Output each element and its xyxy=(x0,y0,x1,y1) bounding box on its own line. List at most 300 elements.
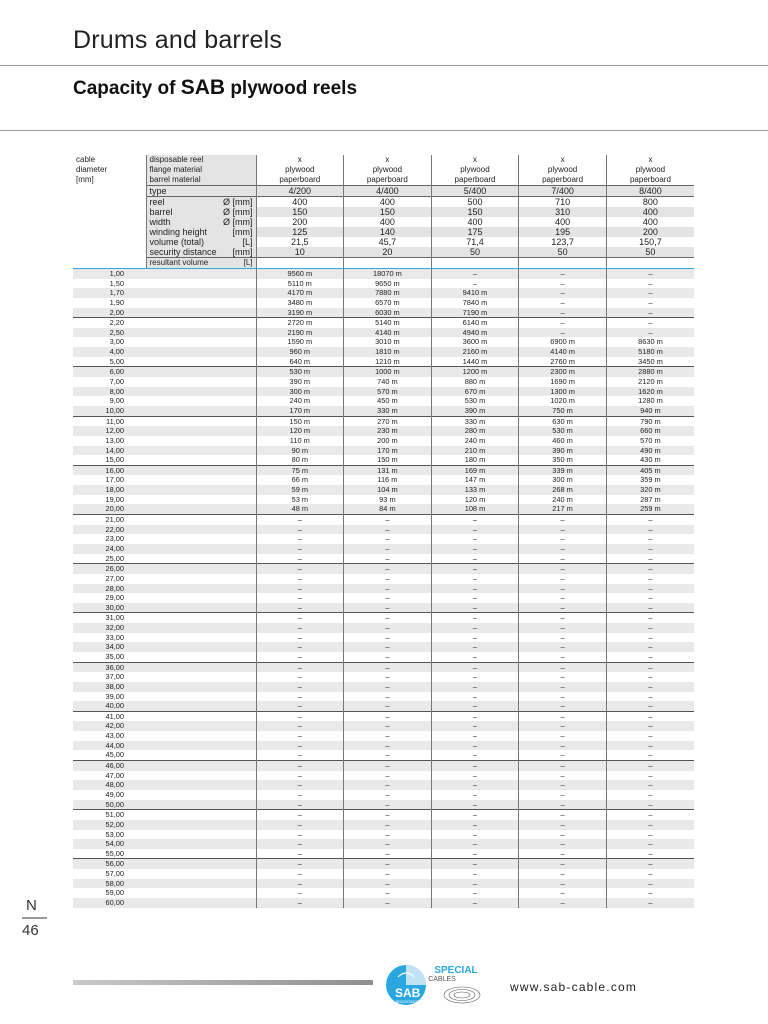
cable-diameter-cell: 51,00 xyxy=(73,810,146,820)
header-unit-text: [L] xyxy=(243,258,253,267)
cable-diameter-cell: 38,00 xyxy=(73,682,146,692)
capacity-cell: 7840 m xyxy=(431,298,519,308)
capacity-cell: – xyxy=(256,849,344,859)
cable-diameter-cell: 19,00 xyxy=(105,494,124,504)
header-row xyxy=(73,186,694,197)
cable-diameter-cell: 27,00 xyxy=(105,573,124,583)
header-row xyxy=(73,247,694,258)
capacity-cell: 3450 m xyxy=(606,357,694,367)
capacity-cell: – xyxy=(519,839,607,849)
table-row xyxy=(73,859,694,869)
table-row xyxy=(73,544,694,554)
cable-diameter-cell: 56,00 xyxy=(73,859,146,869)
header-value: 50 xyxy=(606,247,694,258)
capacity-cell: – xyxy=(431,269,519,279)
row-spacer xyxy=(146,623,256,633)
header-label-text: flange material xyxy=(149,165,202,174)
capacity-cell: – xyxy=(519,279,607,289)
capacity-cell: – xyxy=(344,623,432,633)
row-spacer xyxy=(146,820,256,830)
capacity-cell: 1440 m xyxy=(431,357,519,367)
capacity-cell: – xyxy=(256,741,344,751)
capacity-cell: 4940 m xyxy=(431,328,519,338)
header-unit-text: [mm] xyxy=(232,247,253,257)
cable-diameter-cell: 60,00 xyxy=(73,898,146,908)
capacity-cell: – xyxy=(606,682,694,692)
header-label-text: barrel xyxy=(149,207,173,217)
cable-diameter-cell: 58,00 xyxy=(73,879,146,889)
row-spacer xyxy=(146,534,256,544)
capacity-cell: 6030 m xyxy=(344,308,432,318)
capacity-cell: – xyxy=(519,741,607,751)
cable-diameter-cell: 15,00 xyxy=(105,455,124,465)
cable-diameter-label-line: [mm] xyxy=(76,175,94,184)
table-row xyxy=(73,337,694,347)
heading-divider xyxy=(0,130,768,131)
capacity-cell: – xyxy=(344,839,432,849)
capacity-cell: – xyxy=(519,780,607,790)
row-spacer xyxy=(146,898,256,908)
capacity-cell: – xyxy=(431,859,519,869)
capacity-cell: – xyxy=(256,790,344,800)
capacity-cell: – xyxy=(519,593,607,603)
capacity-cell: – xyxy=(344,682,432,692)
capacity-cell: – xyxy=(606,603,694,613)
capacity-cell: 230 m xyxy=(344,426,432,436)
capacity-cell: – xyxy=(344,859,432,869)
cable-diameter-cell: 53,00 xyxy=(105,829,124,839)
capacity-cell: – xyxy=(344,642,432,652)
capacity-cell: – xyxy=(519,584,607,594)
section-title: Drums and barrels xyxy=(73,26,283,54)
capacity-cell: – xyxy=(606,279,694,289)
header-row xyxy=(73,237,694,247)
row-spacer xyxy=(146,888,256,898)
header-label-text: type xyxy=(149,186,167,196)
table-row xyxy=(73,534,694,544)
capacity-cell: 530 m xyxy=(256,367,344,377)
row-spacer xyxy=(146,652,256,662)
capacity-cell: 350 m xyxy=(519,455,607,465)
header-value xyxy=(431,258,519,269)
cable-diameter-cell: 52,00 xyxy=(73,820,146,830)
capacity-cell: – xyxy=(256,830,344,840)
table-row xyxy=(73,554,694,564)
table-row xyxy=(73,357,694,367)
cable-diameter-cell: 24,00 xyxy=(73,544,146,554)
capacity-cell: 390 m xyxy=(519,446,607,456)
header-label xyxy=(146,237,256,247)
capacity-cell: – xyxy=(606,839,694,849)
capacity-cell: – xyxy=(431,662,519,672)
row-spacer xyxy=(146,780,256,790)
header-value: 5/400 xyxy=(431,186,519,197)
table-row xyxy=(73,603,694,613)
table-row xyxy=(73,633,694,643)
cable-diameter-cell: 4,00 xyxy=(73,347,146,357)
capacity-cell: 1210 m xyxy=(344,357,432,367)
table-row xyxy=(73,790,694,800)
table-row xyxy=(73,436,694,446)
header-value: plywood xyxy=(431,165,519,175)
capacity-cell: – xyxy=(344,652,432,662)
capacity-cell: – xyxy=(256,711,344,721)
table-row xyxy=(73,455,694,465)
cable-diameter-cell: 28,00 xyxy=(73,584,146,594)
capacity-cell: – xyxy=(256,564,344,574)
header-value: x xyxy=(606,155,694,165)
table-body xyxy=(73,269,694,908)
capacity-cell: – xyxy=(519,849,607,859)
page-number: 46 xyxy=(22,922,39,939)
capacity-cell: – xyxy=(431,771,519,781)
capacity-cell: 9650 m xyxy=(344,279,432,289)
header-spacer xyxy=(73,258,146,269)
header-value: 150 xyxy=(344,207,432,217)
capacity-cell: 210 m xyxy=(431,446,519,456)
cable-diameter-cell: 30,00 xyxy=(73,603,146,613)
capacity-cell: – xyxy=(344,761,432,771)
capacity-cell: 240 m xyxy=(431,436,519,446)
cable-diameter-cell: 17,00 xyxy=(105,475,124,485)
table-row xyxy=(73,308,694,318)
capacity-cell: – xyxy=(431,820,519,830)
row-spacer xyxy=(146,642,256,652)
capacity-cell: – xyxy=(431,672,519,682)
capacity-cell: – xyxy=(431,849,519,859)
capacity-cell: – xyxy=(519,800,607,810)
row-spacer xyxy=(146,406,256,416)
row-spacer xyxy=(146,839,256,849)
capacity-cell: – xyxy=(606,780,694,790)
capacity-cell: – xyxy=(519,298,607,308)
capacity-cell: – xyxy=(256,820,344,830)
capacity-cell: 116 m xyxy=(344,475,432,485)
capacity-cell: – xyxy=(431,544,519,554)
header-row xyxy=(73,258,694,269)
header-label-text: security distance xyxy=(149,247,217,257)
table-row xyxy=(73,515,694,525)
capacity-cell: – xyxy=(519,308,607,318)
header-value: 175 xyxy=(431,227,519,237)
row-spacer xyxy=(146,357,256,367)
capacity-cell: 84 m xyxy=(344,504,432,514)
capacity-cell: – xyxy=(606,888,694,898)
capacity-cell: – xyxy=(431,584,519,594)
table-row xyxy=(73,426,694,436)
capacity-cell: – xyxy=(431,721,519,731)
capacity-cell: – xyxy=(519,830,607,840)
capacity-cell: 133 m xyxy=(431,485,519,495)
capacity-cell: 240 m xyxy=(256,396,344,406)
header-value: 150 xyxy=(256,207,344,217)
heading-suffix: plywood reels xyxy=(225,78,358,99)
capacity-cell: – xyxy=(519,859,607,869)
capacity-cell: – xyxy=(431,761,519,771)
row-spacer xyxy=(146,288,256,298)
capacity-cell: – xyxy=(431,830,519,840)
table-row xyxy=(73,465,694,475)
cable-diameter-cell: 12,00 xyxy=(73,426,146,436)
logo-text-sub: BRÖCKSKES xyxy=(396,1000,418,1004)
table-row xyxy=(73,731,694,741)
capacity-cell: – xyxy=(344,750,432,760)
header-label-text: reel xyxy=(149,197,165,207)
capacity-cell: – xyxy=(344,780,432,790)
header-value: x xyxy=(519,155,607,165)
cable-diameter-cell: 18,00 xyxy=(73,485,146,495)
table-row xyxy=(73,446,694,456)
capacity-cell: – xyxy=(519,721,607,731)
header-value: plywood xyxy=(344,165,432,175)
capacity-cell: – xyxy=(256,554,344,564)
header-value: 150,7 xyxy=(606,237,694,247)
capacity-cell: – xyxy=(431,593,519,603)
capacity-cell: 169 m xyxy=(431,465,519,475)
capacity-cell: – xyxy=(344,574,432,584)
capacity-cell: 217 m xyxy=(519,504,607,514)
capacity-cell: – xyxy=(519,672,607,682)
header-spacer xyxy=(73,227,146,237)
capacity-cell: 2880 m xyxy=(606,367,694,377)
table-row xyxy=(73,279,694,289)
cable-diameter-cell: 48,00 xyxy=(73,780,146,790)
row-spacer xyxy=(146,377,256,387)
row-spacer xyxy=(146,633,256,643)
capacity-cell: 1590 m xyxy=(256,337,344,347)
capacity-cell: – xyxy=(606,584,694,594)
capacity-cell: – xyxy=(606,642,694,652)
cable-diameter-cell: 20,00 xyxy=(73,504,146,514)
header-value: 500 xyxy=(431,197,519,208)
capacity-cell: – xyxy=(431,652,519,662)
cable-diameter-cell: 39,00 xyxy=(105,691,124,701)
capacity-cell: – xyxy=(256,574,344,584)
header-row xyxy=(73,197,694,208)
cable-diameter-cell: 46,00 xyxy=(73,761,146,771)
capacity-cell: – xyxy=(431,603,519,613)
header-value xyxy=(256,258,344,269)
capacity-cell: – xyxy=(431,879,519,889)
capacity-cell: 147 m xyxy=(431,475,519,485)
table-row xyxy=(73,741,694,751)
header-value: 400 xyxy=(344,197,432,208)
table-row xyxy=(73,574,694,584)
table-row xyxy=(73,269,694,279)
cable-diameter-cell: 43,00 xyxy=(105,731,124,741)
capacity-cell: 170 m xyxy=(344,446,432,456)
capacity-cell: – xyxy=(256,623,344,633)
table-row xyxy=(73,692,694,702)
cable-diameter-cell: 6,00 xyxy=(73,367,146,377)
capacity-cell: – xyxy=(519,269,607,279)
table-row xyxy=(73,662,694,672)
capacity-cell: – xyxy=(344,672,432,682)
table-row xyxy=(73,347,694,357)
capacity-cell: – xyxy=(431,888,519,898)
row-spacer xyxy=(146,721,256,731)
capacity-cell: 4170 m xyxy=(256,288,344,298)
cable-diameter-cell: 21,00 xyxy=(73,515,146,525)
capacity-cell: – xyxy=(431,613,519,623)
row-spacer xyxy=(146,298,256,308)
capacity-cell: – xyxy=(344,564,432,574)
footer-url[interactable]: www.sab-cable.com xyxy=(510,980,638,994)
table-row xyxy=(73,298,694,308)
capacity-cell: 3010 m xyxy=(344,337,432,347)
header-value: plywood xyxy=(606,165,694,175)
capacity-cell: – xyxy=(344,790,432,800)
capacity-cell: – xyxy=(256,692,344,702)
row-spacer xyxy=(146,682,256,692)
header-label xyxy=(146,175,256,186)
capacity-cell: 790 m xyxy=(606,416,694,426)
cable-diameter-cell: 7,00 xyxy=(109,377,124,387)
table-row xyxy=(73,839,694,849)
capacity-cell: – xyxy=(519,731,607,741)
capacity-cell: – xyxy=(344,603,432,613)
capacity-cell: 405 m xyxy=(606,465,694,475)
capacity-cell: – xyxy=(256,839,344,849)
row-spacer xyxy=(146,269,256,279)
row-spacer xyxy=(146,810,256,820)
header-label-text: width xyxy=(149,217,171,227)
table-row xyxy=(73,771,694,781)
capacity-cell: 450 m xyxy=(344,396,432,406)
cable-diameter-cell: 23,00 xyxy=(105,534,124,544)
capacity-cell: – xyxy=(519,692,607,702)
capacity-cell: – xyxy=(606,830,694,840)
capacity-cell: 1690 m xyxy=(519,377,607,387)
row-spacer xyxy=(146,416,256,426)
capacity-cell: – xyxy=(606,525,694,535)
capacity-cell: 740 m xyxy=(344,377,432,387)
capacity-cell: – xyxy=(431,642,519,652)
row-spacer xyxy=(146,515,256,525)
table-row xyxy=(73,485,694,495)
capacity-cell: – xyxy=(256,613,344,623)
capacity-cell: – xyxy=(431,790,519,800)
header-value: 21,5 xyxy=(256,237,344,247)
table-row xyxy=(73,642,694,652)
cable-diameter-cell: 31,00 xyxy=(73,613,146,623)
capacity-cell: – xyxy=(519,534,607,544)
capacity-cell: 120 m xyxy=(431,495,519,505)
table-row xyxy=(73,377,694,387)
capacity-cell: – xyxy=(606,318,694,328)
capacity-cell: – xyxy=(344,771,432,781)
capacity-cell: 960 m xyxy=(256,347,344,357)
header-label xyxy=(146,165,256,175)
header-value: 400 xyxy=(606,217,694,227)
top-divider xyxy=(0,65,768,66)
capacity-cell: – xyxy=(256,750,344,760)
row-spacer xyxy=(146,859,256,869)
cable-diameter-cell: 54,00 xyxy=(73,839,146,849)
capacity-cell: 80 m xyxy=(256,455,344,465)
row-spacer xyxy=(146,387,256,397)
capacity-cell: – xyxy=(606,633,694,643)
table-row xyxy=(73,810,694,820)
row-spacer xyxy=(146,396,256,406)
cable-diameter-cell: 2,00 xyxy=(73,308,146,318)
row-spacer xyxy=(146,849,256,859)
capacity-cell: 8630 m xyxy=(606,337,694,347)
capacity-cell: – xyxy=(256,869,344,879)
capacity-cell: 5110 m xyxy=(256,279,344,289)
table-row xyxy=(73,682,694,692)
capacity-cell: – xyxy=(344,810,432,820)
capacity-cell: 131 m xyxy=(344,465,432,475)
table-row xyxy=(73,879,694,889)
capacity-cell: – xyxy=(431,279,519,289)
row-spacer xyxy=(146,603,256,613)
table-row xyxy=(73,387,694,397)
row-spacer xyxy=(146,485,256,495)
row-spacer xyxy=(146,574,256,584)
capacity-cell: 320 m xyxy=(606,485,694,495)
table-row xyxy=(73,564,694,574)
capacity-cell: – xyxy=(519,888,607,898)
capacity-cell: 1020 m xyxy=(519,396,607,406)
header-spacer xyxy=(73,217,146,227)
capacity-cell: – xyxy=(344,584,432,594)
capacity-cell: – xyxy=(256,682,344,692)
cable-diameter-cell: 10,00 xyxy=(73,406,146,416)
capacity-cell: 1280 m xyxy=(606,396,694,406)
cable-diameter-cell: 34,00 xyxy=(73,642,146,652)
header-label-text: barrel material xyxy=(149,175,201,184)
capacity-cell: – xyxy=(431,525,519,535)
row-spacer xyxy=(146,465,256,475)
cable-diameter-cell: 5,00 xyxy=(109,356,124,366)
row-spacer xyxy=(146,711,256,721)
capacity-cell: 1200 m xyxy=(431,367,519,377)
capacity-cell: – xyxy=(431,780,519,790)
capacity-cell: – xyxy=(344,554,432,564)
header-unit-text: Ø [mm] xyxy=(223,207,253,217)
capacity-cell: 750 m xyxy=(519,406,607,416)
table-row xyxy=(73,869,694,879)
capacity-cell: – xyxy=(431,692,519,702)
header-value: paperboard xyxy=(606,175,694,186)
row-spacer xyxy=(146,337,256,347)
capacity-cell: – xyxy=(606,652,694,662)
capacity-cell: – xyxy=(256,633,344,643)
capacity-cell: 570 m xyxy=(344,387,432,397)
cable-diameter-cell: 33,00 xyxy=(105,632,124,642)
capacity-cell: 2300 m xyxy=(519,367,607,377)
row-spacer xyxy=(146,701,256,711)
capacity-cell: 2760 m xyxy=(519,357,607,367)
capacity-cell: – xyxy=(519,771,607,781)
header-value: paperboard xyxy=(431,175,519,186)
capacity-cell: 6140 m xyxy=(431,318,519,328)
capacity-cell: 390 m xyxy=(256,377,344,387)
capacity-cell: – xyxy=(431,898,519,908)
table-row xyxy=(73,820,694,830)
cable-diameter-label xyxy=(73,155,146,186)
cable-diameter-cell: 32,00 xyxy=(73,623,146,633)
capacity-cell: – xyxy=(344,820,432,830)
capacity-cell: – xyxy=(256,731,344,741)
header-value: plywood xyxy=(256,165,344,175)
capacity-cell: – xyxy=(519,525,607,535)
row-spacer xyxy=(146,446,256,456)
capacity-cell: – xyxy=(431,534,519,544)
table-row xyxy=(73,495,694,505)
header-value: 140 xyxy=(344,227,432,237)
